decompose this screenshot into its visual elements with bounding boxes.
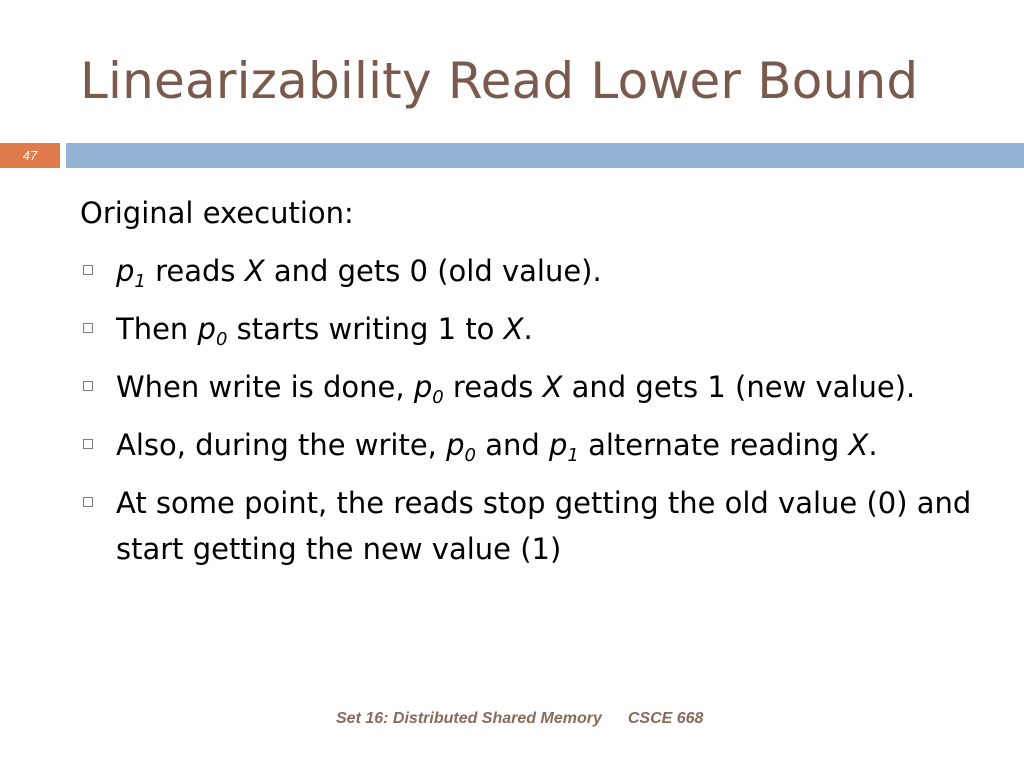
title-divider-bar	[66, 143, 1024, 168]
bullet-text	[116, 254, 602, 292]
bullet-text	[116, 486, 971, 566]
italic-text: p	[446, 428, 465, 462]
text-run: When write is done,	[116, 370, 414, 404]
bullet-item	[80, 364, 1000, 410]
bullet-item	[80, 480, 1000, 572]
text-run: and gets 0 (old value).	[264, 254, 602, 288]
text-run: reads	[443, 370, 543, 404]
text-run: .	[868, 428, 878, 462]
slide-title: Linearizability Read Lower Bound	[80, 52, 919, 110]
slide-body	[80, 190, 1000, 584]
bullet-text	[116, 370, 916, 408]
italic-text: p	[116, 254, 135, 288]
italic-text: X	[848, 428, 869, 462]
italic-text: p	[197, 312, 216, 346]
text-run: Then	[116, 312, 198, 346]
text-run: and gets 1 (new value).	[562, 370, 916, 404]
footer-course-code: CSCE 668	[627, 710, 704, 727]
text-run: reads	[145, 254, 245, 288]
bullet-square-icon	[83, 265, 93, 275]
bullet-text	[116, 312, 533, 350]
subscript-text: 0	[464, 445, 476, 466]
bullet-item	[80, 306, 1000, 352]
text-run: At some point, the reads stop getting the old value (0) and start getting the new value (1)	[116, 486, 972, 566]
subscript-text: 1	[134, 271, 146, 292]
subscript-text: 0	[215, 329, 228, 350]
bullet-item	[80, 422, 1000, 468]
italic-text: p	[549, 428, 568, 462]
slide-number: 47	[22, 148, 38, 163]
footer-set-title: Set 16: Distributed Shared Memory	[336, 710, 602, 727]
text-run: starts writing 1 to	[227, 312, 504, 346]
subscript-text: 1	[567, 445, 579, 466]
italic-text: X	[503, 312, 524, 346]
slide-footer	[336, 710, 703, 728]
text-run: and	[476, 428, 549, 462]
subscript-text: 0	[432, 387, 444, 408]
bullet-list	[80, 248, 1000, 572]
bullet-text	[116, 428, 878, 466]
text-run: Also, during the write,	[116, 428, 447, 462]
italic-text: p	[413, 370, 433, 404]
bullet-square-icon	[83, 323, 93, 333]
bullet-square-icon	[83, 497, 93, 507]
italic-text: X	[542, 370, 563, 404]
bullet-square-icon	[83, 381, 93, 391]
text-run: alternate reading	[578, 428, 849, 462]
slide-number-badge	[0, 143, 60, 168]
bullet-item	[80, 248, 1000, 294]
intro-text: Original execution:	[80, 196, 354, 230]
bullet-square-icon	[83, 439, 93, 449]
text-run: .	[523, 312, 533, 346]
italic-text: X	[244, 254, 265, 288]
